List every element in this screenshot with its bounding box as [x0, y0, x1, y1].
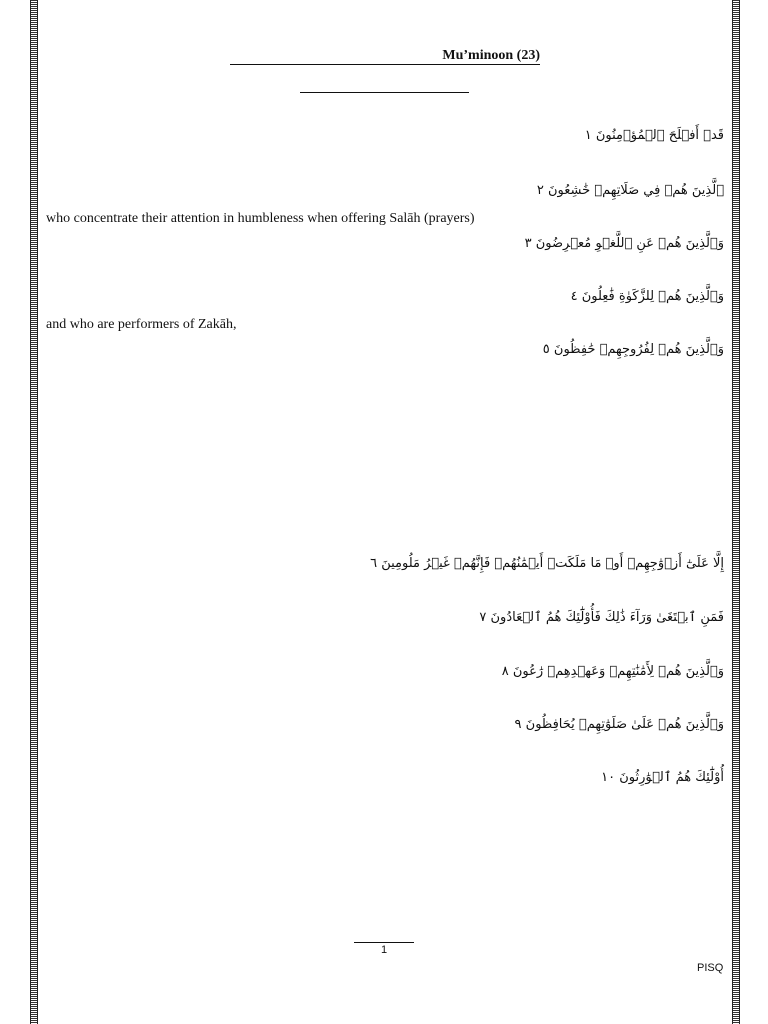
footer-rule	[354, 942, 414, 943]
ayah-1: قَدۡ أَفۡلَحَ ٱلۡمُؤۡمِنُونَ ١	[584, 128, 724, 143]
translation-4: and who are performers of Zakāh,	[46, 317, 237, 332]
title-divider	[300, 92, 469, 93]
ayah-3: وَٱلَّذِينَ هُمۡ عَنِ ٱللَّغۡوِ مُعۡرِضُونَ ٣	[524, 236, 724, 251]
page-border-left	[30, 0, 38, 1024]
page-border-right	[732, 0, 740, 1024]
ayah-7: فَمَنِ ٱبۡتَغَىٰ وَرَآءَ ذَٰلِكَ فَأُوْلَٰٓئِكَ هُمُ ٱلۡعَادُونَ ٧	[479, 610, 724, 625]
footer-brand: PISQ	[697, 962, 724, 974]
ayah-8: وَٱلَّذِينَ هُمۡ لِأَمَٰنَٰتِهِمۡ وَعَهۡدِهِمۡ رَٰعُونَ ٨	[501, 664, 724, 679]
ayah-6: إِلَّا عَلَىٰٓ أَزۡوَٰجِهِمۡ أَوۡ مَا مَلَكَتۡ أَيۡمَٰنُهُمۡ فَإِنَّهُمۡ غَيۡرُ مَلُومِينَ ٦	[370, 556, 724, 571]
ayah-10: أُوْلَٰٓئِكَ هُمُ ٱلۡوَٰرِثُونَ ١٠	[601, 770, 724, 785]
page-title: Mu’minoon (23)	[442, 48, 540, 63]
ayah-2: ٱلَّذِينَ هُمۡ فِي صَلَاتِهِمۡ خَٰشِعُونَ ٢	[536, 183, 724, 198]
page-number: 1	[380, 944, 388, 956]
ayah-4: وَٱلَّذِينَ هُمۡ لِلزَّكَوٰةِ فَٰعِلُونَ ٤	[570, 289, 724, 304]
title-underline	[230, 48, 540, 65]
translation-2: who concentrate their attention in humbleness when offering Salāh (prayers)	[46, 211, 475, 226]
ayah-5: وَٱلَّذِينَ هُمۡ لِفُرُوجِهِمۡ حَٰفِظُونَ ٥	[542, 342, 724, 357]
ayah-9: وَٱلَّذِينَ هُمۡ عَلَىٰ صَلَوَٰتِهِمۡ يُحَافِظُونَ ٩	[514, 717, 724, 732]
